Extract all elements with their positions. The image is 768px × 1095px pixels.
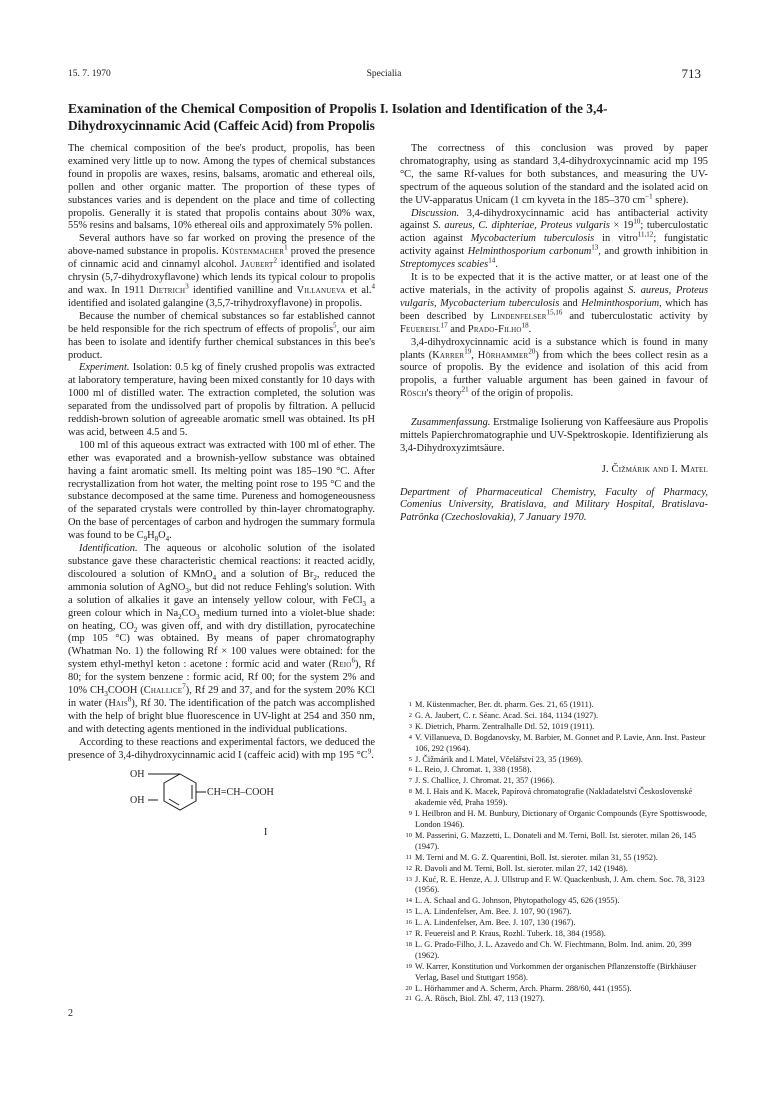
reference-number: 11: [405, 853, 412, 861]
paragraph-ether-extraction: 100 ml of this aqueous extract was extracted with 100 ml of ether. The ether was evaporated and a brownish-yellow substance was obtained having a faint aromatic smell. Its melting point was 185–190 °C. After recrystallization from hot water, the melting point rose to 195 °C and the substance decomposed at the same time. Pureness and homogeneousness of the separated crystals were controlled by thin-layer chromatography. On the base of percentages of carbon and hydrogen the summary formula was found to be $C_9H_8O_4$.: [68, 439, 375, 544]
reference-text: I. Heilbron and H. M. Bunbury, Dictionary of Organic Compounds (Eyre Spottiswoode, London 1946).: [415, 809, 707, 829]
reference-item: [400, 722, 708, 733]
paragraph-active-matter: It is to be expected that it is the active matter, or at least one of the active materials, in the activity of propolis against S. aureus, Proteus vulgaris, Mycobacterium tuberculosis and Helminthosporium, which has been described by Lindenfelser$^{15,16}$ and tuberculostatic activity by Feuereisl$^{17}$ and Prado-Filho$^{18}$.: [400, 272, 708, 335]
reference-number: 7: [408, 777, 412, 785]
reference-item: [400, 831, 708, 853]
reference-number: 3: [408, 722, 412, 730]
paragraph-conclusion: According to these reactions and experimental factors, we deduced the presence of 3,4-dihydroxycinnamic acid I (caffeic acid) with mp 195 $^\circ C^9$.: [68, 736, 375, 761]
reference-number: 17: [405, 930, 412, 938]
reference-number: 9: [408, 810, 412, 818]
reference-number: 16: [405, 919, 412, 927]
paragraph-identification: Identification. The aqueous or alcoholic solution of the isolated substance gave these characteristic chemical reactions: it reacted acidly, discoloured a solution of KMnO$_4$ and a solution of $Br_2$, reduced the ammonia solution of AgNO$_3$, but did not reduce Fehling's solution. With a solution of alkalies it gave an intensely yellow colour, with FeCl$_3$ a green colour which in $Na_2CO_3$ medium turned into a violet-blue shade: on heating, $CO_2$ was given off, and with dry distillation, pyrocatechine (mp 105 °C) was obtained. By means of paper chromatography (Whatman No. 1) the following Rf × 100 values were obtained: for the system ethyl-methyl keton : acetone : formic acid and water (Reio$^6$), Rf 80; for the system benzene : formic acid, Rf 00; for the system 2% and 10% $CH_3COOH$ (Challice$^7$), Rf 29 and 37, and for the system 20% KCl in water (Hais$^8$), Rf 30. The identification of the patch was accomplished with the help of bright blue fluorescence in UV-light at 254 and 350 nm, and with detecting agents mentioned in the individual publications.: [68, 543, 376, 735]
paragraph-intro: The chemical composition of the bee's product, propolis, has been examined very little up to now. Among the types of chemical substances found in propolis are waxes, resins, balsams, aromatic and ethereal oils, pollen and other organic matter. The proportion of these types of substances varies and is dependent on the place and time of collecting propolis. Generally it is stated that propolis contains about 30% wax, 55% resins and balsams, 10% ethereal oils and approximately 5% pollen.: [68, 143, 375, 232]
reference-item: [400, 962, 708, 984]
benzene-ring-diagram: [130, 767, 330, 829]
article-title: Examination of the Chemical Composition of Propolis I. Isolation and Identification of the 3,4-Dihydroxycinnamic Acid (Caffeic Acid) from Propolis: [68, 101, 608, 133]
reference-text: M. I. Hais and K. Macek, Papírová chromatografie (Nakladatelství Československé akademie věd, Praha 1959).: [415, 787, 693, 808]
reference-number: 4: [408, 733, 412, 741]
reference-item: [400, 809, 708, 831]
reference-item: [400, 896, 708, 907]
structure-oh-top: OH: [130, 768, 145, 780]
reference-text: L. Reio, J. Chromat. 1, 338 (1958).: [415, 765, 532, 775]
reference-text: M. Terni and M. G. Z. Quarentini, Boll. Ist. sieroter. milan 31, 55 (1952).: [415, 852, 658, 862]
reference-item: [400, 929, 708, 940]
reference-number: 2: [408, 711, 412, 719]
reference-text: K. Dietrich, Pharm. Zentralhalle Dtl. 52, 1019 (1911).: [415, 721, 595, 731]
author-signature: J. Čižmárik and I. Matel: [601, 463, 708, 475]
reference-item: [400, 787, 708, 809]
reference-item: [400, 940, 708, 962]
structure-label: I: [264, 826, 268, 838]
reference-text: R. Davoli and M. Terni, Boll. Ist. sieroter. milan 27, 142 (1948).: [415, 863, 628, 873]
reference-item: [400, 733, 708, 755]
paragraph-previous-work: Several authors have so far worked on proving the presence of the above-named substance in propolis. Küstenmacher$^1$ proved the presence of cinnamic acid and cinnamyl alcohol. Jaubert$^2$ identified and isolated chrysin (5,7-dihydroxyflavone) which lends its typical colour to propolis and wax. In 1911 Dietrich$^3$ identified vanilline and Villanueva et al.$^4$ identified and isolated galangine (3,5,7-trihydroxyflavone) in propolis.: [68, 233, 376, 309]
reference-number: 8: [408, 788, 412, 796]
left-column: [68, 143, 375, 839]
references-list: [400, 700, 708, 1005]
reference-text: V. Villanueva, D. Bogdanovsky, M. Barbier, M. Gonnet and P. Lavie, Ann. Inst. Pasteur 106, 292 (1964).: [415, 732, 706, 753]
paragraph-experiment: Experiment. Isolation: 0.5 kg of finely crushed propolis was extracted at laboratory temperature, having been mixed constantly for 10 days with 1000 ml of distilled water. The extraction completed, the solution was separated from the undissolved part of propolis by filtration. A pellucid reddish-brown solution of agreeable aromatic smell was obtained. Its pH was acid, between 4.5 and 5.: [68, 362, 375, 438]
reference-text: M. Küstenmacher, Ber. dt. pharm. Ges. 21, 65 (1911).: [415, 700, 594, 709]
reference-text: L. A. Schaal and G. Johnson, Phytopathology 45, 626 (1955).: [415, 896, 620, 906]
paragraph-discussion: Discussion. 3,4-dihydroxycinnamic acid has antibacterial activity against S. aureus, C. diphteriae, Proteus vulgaris × $19^{10}$; tuberculostatic action against Mycobacterium tuberculosis in vitro$^{11,12}$; fungistatic activity against Helminthosporium carbonum$^{13}$, and growth inhibition in Streptomyces scabies$^{14}$.: [400, 207, 708, 271]
reference-text: J. S. Challice, J. Chromat. 21, 357 (1966).: [415, 776, 555, 786]
reference-text: L. A. Lindenfelser, Am. Bee. J. 107, 90 (1967).: [415, 907, 572, 917]
running-header-section: Specialia: [366, 69, 402, 79]
reference-text: J. Čižmárik and I. Matel, Včelářství 23, 35 (1969).: [415, 754, 583, 764]
reference-number: 21: [405, 995, 412, 1003]
author-affiliation: Department of Pharmaceutical Chemistry, Faculty of Pharmacy, Comenius University, Bratislava, and Military Hospital, Bratislava-Patrônka (Czechoslovakia), 7 January 1970.: [400, 486, 708, 523]
reference-text: L. Hörhammer and A. Scherm, Arch. Pharm. 288/60, 441 (1955).: [415, 983, 632, 993]
paragraph-plant-origin: 3,4-dihydroxycinnamic acid is a substance which is found in many plants (Karrer$^{19}$, Hörhammer$^{20}$) from which the bees collect resin as a source of propolis. By the evidence and isolation of this acid from propolis, a further valuable argument has been gained in favour of Rösch's theory$^{21}$ of the origin of propolis.: [400, 336, 708, 400]
reference-item: [400, 918, 708, 929]
running-header-date: 15. 7. 1970: [68, 69, 111, 79]
reference-text: G. A. Jaubert, C. r. Séanc. Acad. Sci. 184, 1134 (1927).: [415, 710, 599, 720]
reference-number: 5: [408, 755, 412, 763]
reference-item: [400, 907, 708, 918]
reference-number: 12: [405, 864, 412, 872]
reference-text: W. Karrer, Konstitution und Vorkommen der organischen Pflanzenstoffe (Birkhäuser Verlag, Basel und Stuttgart 1958).: [415, 961, 697, 982]
reference-number: 6: [408, 766, 412, 774]
right-column: [400, 143, 708, 525]
reference-number: 13: [405, 875, 412, 883]
page-number: 713: [681, 66, 701, 81]
reference-text: M. Passerini, G. Mazzetti, L. Donateli and M. Terni, Boll. Ist. sieroter. milan 26, 145 (1947).: [415, 830, 697, 851]
reference-item: [400, 700, 708, 711]
reference-number: 18: [405, 940, 412, 948]
reference-item: [400, 776, 708, 787]
paragraph-verification: The correctness of this conclusion was proved by paper chromatography, using as standard 3,4-dihydroxycinnamic acid mp 195 °C, the same Rf-values for both substances, and measuring the UV-spectrum of the aqueous solution of the standard and the isolated acid on the UV-apparatus Unicam (1 cm kyveta in the 185–370 $cm^{-1}$ sphere).: [400, 143, 708, 206]
reference-item: [400, 711, 708, 722]
caffeic-acid-structure: [68, 767, 375, 839]
paragraph-aim: Because the number of chemical substances so far established cannot be held responsible for the rich spectrum of effects of propolis$^5$, our aim has been to isolate and identify further chemical substances in this bee's product.: [68, 310, 375, 361]
reference-text: L. A. Lindenfelser, Am. Bee. J. 107, 130 (1967).: [415, 918, 576, 928]
reference-item: [400, 765, 708, 776]
reference-text: G. A. Rösch, Biol. Zbl. 47, 113 (1927).: [415, 994, 545, 1004]
reference-number: 15: [405, 908, 412, 916]
reference-text: R. Feuereisl and P. Kraus, Rozhl. Tuberk. 18, 384 (1958).: [415, 929, 606, 939]
author-citation: Küstenmacher: [221, 246, 285, 258]
reference-number: 10: [405, 831, 412, 839]
reference-number: 1: [408, 701, 412, 708]
author-citation: Villanueva: [296, 284, 346, 296]
summary-german: Zusammenfassung. Erstmalige Isolierung von Kaffeesäure aus Propolis mittels Papierchromatographie und UV-Spektroskopie. Identifizierung als 3,4-Dihydroxyzimtsäure.: [400, 417, 708, 454]
structure-oh-bottom: OH: [130, 794, 145, 806]
reference-item: [400, 853, 708, 864]
reference-text: J. Kuć, R. E. Henze, A. J. Ullstrup and F. W. Quackenbush, J. Am. chem. Soc. 78, 3123 (1956).: [415, 874, 705, 895]
footer-page-mark: 2: [68, 1008, 73, 1019]
reference-text: L. G. Prado-Filho, J. L. Azavedo and Ch. W. Fiechtmann, Bolm. Ind. anim. 20, 399 (1962).: [415, 939, 692, 960]
author-citation: Dietrich: [148, 284, 186, 296]
structure-side-chain: CH=CH–COOH: [207, 786, 274, 798]
reference-item: [400, 755, 708, 766]
reference-item: [400, 984, 708, 995]
reference-item: [400, 994, 708, 1005]
reference-number: 20: [405, 984, 412, 992]
reference-number: 14: [405, 897, 412, 905]
reference-item: [400, 875, 708, 897]
reference-item: [400, 864, 708, 875]
reference-number: 19: [405, 962, 412, 970]
author-citation: Jaubert: [240, 259, 274, 271]
